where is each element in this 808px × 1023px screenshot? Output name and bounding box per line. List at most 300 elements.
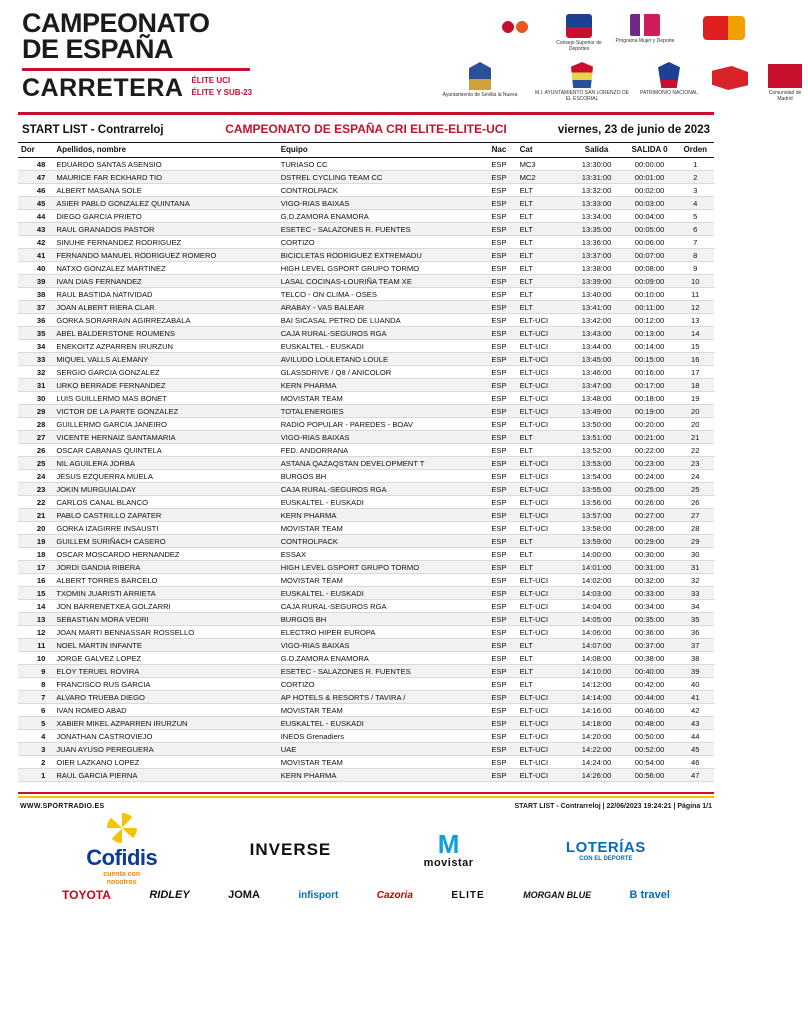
cell-name: ENEKOITZ AZPARREN IRURZUN (53, 340, 277, 353)
cell-salida: 13:38:00 (571, 262, 623, 275)
cell-salida0: 00:50:00 (623, 730, 677, 743)
cell-cat: ELT-UCI (517, 717, 571, 730)
cell-nac: ESP (481, 418, 516, 431)
cell-name: PABLO CASTRILLO ZAPATER (53, 509, 277, 522)
cell-orden: 35 (677, 613, 714, 626)
table-row (18, 704, 714, 717)
cell-salida: 14:22:00 (571, 743, 623, 756)
cell-orden: 3 (677, 184, 714, 197)
cell-salida0: 00:19:00 (623, 405, 677, 418)
column-header-name: Apellidos, nombre (53, 143, 277, 158)
cell-salida0: 00:56:00 (623, 769, 677, 782)
startlist-table (18, 142, 714, 782)
cell-salida0: 00:52:00 (623, 743, 677, 756)
document-titlebar (0, 115, 732, 142)
cell-team: BICICLETAS RODRIGUEZ EXTREMADU (278, 249, 482, 262)
loterias-logo (566, 839, 646, 862)
patrimonio-shield-icon (658, 62, 680, 88)
cell-cat: ELT-UCI (517, 509, 571, 522)
cell-name: JOAN ALBERT RIERA CLAR (53, 301, 277, 314)
cell-salida: 14:10:00 (571, 665, 623, 678)
cell-name: GORKA IZAGIRRE INSAUSTI (53, 522, 277, 535)
cell-salida: 13:52:00 (571, 444, 623, 457)
cell-dor: 5 (18, 717, 53, 730)
cell-nac: ESP (481, 171, 516, 184)
cell-nac: ESP (481, 756, 516, 769)
cell-cat: ELT-UCI (517, 314, 571, 327)
cell-cat: ELT-UCI (517, 418, 571, 431)
sevilla-shield-icon (469, 62, 491, 90)
cell-cat: ELT (517, 652, 571, 665)
cell-cat: MC3 (517, 158, 571, 171)
cell-dor: 29 (18, 405, 53, 418)
table-row (18, 717, 714, 730)
cell-cat: ELT-UCI (517, 704, 571, 717)
cell-dor: 40 (18, 262, 53, 275)
sponsor-infisport-logo: infisport (298, 889, 339, 901)
cell-cat: ELT-UCI (517, 522, 571, 535)
cell-salida0: 00:46:00 (623, 704, 677, 717)
cell-nac: ESP (481, 548, 516, 561)
cell-dor: 11 (18, 639, 53, 652)
table-row (18, 379, 714, 392)
cell-salida0: 00:27:00 (623, 509, 677, 522)
event-date: viernes, 23 de junio de 2023 (557, 124, 710, 136)
cell-cat: MC2 (517, 171, 571, 184)
csd-icon (566, 14, 592, 38)
cell-dor: 20 (18, 522, 53, 535)
cell-salida: 14:07:00 (571, 639, 623, 652)
cell-name: OIER LAZKANO LOPEZ (53, 756, 277, 769)
table-row (18, 418, 714, 431)
cell-nac: ESP (481, 470, 516, 483)
cell-team: AP HOTELS & RESORTS / TAVIRA / (278, 691, 482, 704)
cell-salida: 13:43:00 (571, 327, 623, 340)
cell-orden: 28 (677, 522, 714, 535)
sponsor-btravel-logo: B travel (629, 889, 670, 901)
cell-orden: 29 (677, 535, 714, 548)
cell-cat: ELT-UCI (517, 457, 571, 470)
cell-orden: 20 (677, 418, 714, 431)
cell-salida: 13:58:00 (571, 522, 623, 535)
cell-nac: ESP (481, 223, 516, 236)
cell-team: BURGOS BH (278, 470, 482, 483)
cell-name: LUIS GUILLERMO MAS BONET (53, 392, 277, 405)
cell-team: G.D.ZAMORA ENAMORA (278, 652, 482, 665)
cell-dor: 19 (18, 535, 53, 548)
cell-salida: 13:55:00 (571, 483, 623, 496)
cell-name: URKO BERRADE FERNANDEZ (53, 379, 277, 392)
cell-orden: 2 (677, 171, 714, 184)
cell-dor: 28 (18, 418, 53, 431)
cell-team: VIGO-RIAS BAIXAS (278, 639, 482, 652)
cell-dor: 16 (18, 574, 53, 587)
cell-name: SINUHE FERNANDEZ RODRIGUEZ (53, 236, 277, 249)
column-header-nac: Nac (481, 143, 516, 158)
cell-name: ABEL BALDERSTONE ROUMENS (53, 327, 277, 340)
cell-nac: ESP (481, 639, 516, 652)
cell-name: IVAN ROMEO ABAD (53, 704, 277, 717)
cell-name: JOKIN MURGUIALDAY (53, 483, 277, 496)
table-row (18, 340, 714, 353)
cell-salida0: 00:48:00 (623, 717, 677, 730)
cell-name: JESUS EZQUERRA MUELA (53, 470, 277, 483)
cell-name: GUILLEM SURIÑACH CASERO (53, 535, 277, 548)
cell-nac: ESP (481, 522, 516, 535)
cell-salida0: 00:04:00 (623, 210, 677, 223)
cell-orden: 12 (677, 301, 714, 314)
cell-nac: ESP (481, 600, 516, 613)
cell-salida0: 00:12:00 (623, 314, 677, 327)
cell-salida0: 00:06:00 (623, 236, 677, 249)
cell-orden: 6 (677, 223, 714, 236)
cell-salida0: 00:23:00 (623, 457, 677, 470)
cell-orden: 27 (677, 509, 714, 522)
title-line-3: CARRETERA (22, 74, 184, 102)
table-row (18, 470, 714, 483)
cell-team: VIGO-RIAS BAIXAS (278, 431, 482, 444)
consejo-superior-deportes-logo (554, 14, 604, 52)
table-row (18, 184, 714, 197)
cell-name: RAUL BASTIDA NATIVIDAD (53, 288, 277, 301)
cell-salida: 13:42:00 (571, 314, 623, 327)
cell-cat: ELT-UCI (517, 574, 571, 587)
cell-dor: 17 (18, 561, 53, 574)
cell-team: AVILUDO LOULETANO LOULE (278, 353, 482, 366)
cell-cat: ELT-UCI (517, 379, 571, 392)
table-row (18, 496, 714, 509)
cell-salida: 13:36:00 (571, 236, 623, 249)
cell-team: UAE (278, 743, 482, 756)
cell-orden: 15 (677, 340, 714, 353)
cell-dor: 27 (18, 431, 53, 444)
cell-cat: ELT-UCI (517, 353, 571, 366)
cell-dor: 45 (18, 197, 53, 210)
cofidis-tagline-1: cuenta con (103, 871, 141, 878)
cell-cat: ELT (517, 301, 571, 314)
cell-orden: 4 (677, 197, 714, 210)
cell-team: KERN PHARMA (278, 769, 482, 782)
table-row (18, 366, 714, 379)
table-row (18, 197, 714, 210)
cell-salida0: 00:54:00 (623, 756, 677, 769)
cell-salida0: 00:15:00 (623, 353, 677, 366)
movistar-m-icon: M (437, 829, 460, 859)
cell-team: DSTREL CYCLING TEAM CC (278, 171, 482, 184)
cell-salida0: 00:36:00 (623, 626, 677, 639)
cell-nac: ESP (481, 704, 516, 717)
movistar-logo (424, 831, 474, 869)
cell-orden: 17 (677, 366, 714, 379)
cell-salida: 13:45:00 (571, 353, 623, 366)
cell-nac: ESP (481, 340, 516, 353)
cell-name: JORDI GANDIA RIBERA (53, 561, 277, 574)
footer-website[interactable]: WWW.SPORTRADIO.ES (20, 803, 105, 810)
cell-orden: 5 (677, 210, 714, 223)
cell-salida0: 00:31:00 (623, 561, 677, 574)
cell-nac: ESP (481, 457, 516, 470)
column-header-orden: Orden (677, 143, 714, 158)
cell-orden: 30 (677, 548, 714, 561)
cell-nac: ESP (481, 678, 516, 691)
cell-salida0: 00:01:00 (623, 171, 677, 184)
escorial-caption: M.I. AYUNTAMIENTO SAN LORENZO DE EL ESCORIAL (535, 90, 629, 102)
column-header-salida: Salida (571, 143, 623, 158)
mujer-deporte-icon (630, 14, 660, 36)
document-header (0, 0, 802, 112)
cell-nac: ESP (481, 652, 516, 665)
cell-name: ALBERT TORRES BARCELO (53, 574, 277, 587)
table-row (18, 639, 714, 652)
cell-salida: 14:08:00 (571, 652, 623, 665)
cell-salida0: 00:20:00 (623, 418, 677, 431)
footer-generated-info: START LIST - Contrarreloj | 22/06/2023 19:24:21 | Página 1/1 (514, 803, 712, 810)
cell-cat: ELT-UCI (517, 600, 571, 613)
cell-salida: 13:50:00 (571, 418, 623, 431)
footer-line-red (18, 792, 714, 794)
cell-cat: ELT (517, 184, 571, 197)
cell-nac: ESP (481, 197, 516, 210)
sponsor-elite-logo: ELITE (451, 889, 485, 901)
patrimonio-caption: PATRIMONIO NACIONAL (640, 90, 698, 96)
loterias-tagline: CON EL DEPORTE (579, 855, 633, 862)
cell-cat: ELT (517, 262, 571, 275)
table-row (18, 236, 714, 249)
cell-nac: ESP (481, 496, 516, 509)
cell-nac: ESP (481, 405, 516, 418)
cell-salida: 13:30:00 (571, 158, 623, 171)
cell-name: ALVARO TRUEBA DIEGO (53, 691, 277, 704)
table-row (18, 678, 714, 691)
cell-salida0: 00:22:00 (623, 444, 677, 457)
rfec-icon (498, 16, 532, 38)
rfec-ciclismo-logo (694, 16, 754, 42)
cell-salida: 14:01:00 (571, 561, 623, 574)
cell-nac: ESP (481, 262, 516, 275)
cell-salida: 14:18:00 (571, 717, 623, 730)
cell-cat: ELT-UCI (517, 340, 571, 353)
cell-name: JORGE GALVEZ LOPEZ (53, 652, 277, 665)
cell-orden: 14 (677, 327, 714, 340)
cell-name: OSCAR MOSCARDO HERNANDEZ (53, 548, 277, 561)
cell-salida: 13:35:00 (571, 223, 623, 236)
cell-orden: 1 (677, 158, 714, 171)
cell-salida: 13:39:00 (571, 275, 623, 288)
cell-salida: 14:03:00 (571, 587, 623, 600)
cell-nac: ESP (481, 561, 516, 574)
cell-dor: 31 (18, 379, 53, 392)
cell-name: JONATHAN CASTROVIEJO (53, 730, 277, 743)
table-row (18, 509, 714, 522)
cell-cat: ELT (517, 678, 571, 691)
cell-dor: 24 (18, 470, 53, 483)
cell-cat: ELT-UCI (517, 587, 571, 600)
cell-name: SERGIO GARCIA GONZALEZ (53, 366, 277, 379)
cell-team: ASTANA QAZAQSTAN DEVELOPMENT T (278, 457, 482, 470)
table-row (18, 405, 714, 418)
cell-name: XABIER MIKEL AZPARREN IRURZUN (53, 717, 277, 730)
cell-dor: 37 (18, 301, 53, 314)
cell-dor: 41 (18, 249, 53, 262)
cell-salida0: 00:26:00 (623, 496, 677, 509)
cell-dor: 38 (18, 288, 53, 301)
cell-salida0: 00:09:00 (623, 275, 677, 288)
cell-team: INEOS Grenadiers (278, 730, 482, 743)
cell-cat: ELT-UCI (517, 730, 571, 743)
cell-cat: ELT (517, 535, 571, 548)
cell-dor: 18 (18, 548, 53, 561)
cell-salida: 14:04:00 (571, 600, 623, 613)
cell-team: CAJA RURAL-SEGUROS RGA (278, 327, 482, 340)
cell-salida0: 00:30:00 (623, 548, 677, 561)
comunidad-de-madrid-logo (762, 64, 808, 102)
cell-nac: ESP (481, 353, 516, 366)
cell-dor: 39 (18, 275, 53, 288)
table-header (18, 143, 714, 158)
ciclismo-icon (703, 16, 745, 40)
cell-salida: 13:51:00 (571, 431, 623, 444)
cell-team: GLASSDRIVE / Q8 / ANICOLOR (278, 366, 482, 379)
madrid-caption: Comunidad de Madrid (768, 90, 802, 102)
cell-salida0: 00:29:00 (623, 535, 677, 548)
cell-nac: ESP (481, 743, 516, 756)
cell-team: MOVISTAR TEAM (278, 704, 482, 717)
cell-salida: 13:40:00 (571, 288, 623, 301)
table-row (18, 327, 714, 340)
cell-salida0: 00:18:00 (623, 392, 677, 405)
cell-nac: ESP (481, 483, 516, 496)
cell-dor: 30 (18, 392, 53, 405)
cell-name: TXOMIN JUARISTI ARRIETA (53, 587, 277, 600)
cell-dor: 2 (18, 756, 53, 769)
patrimonio-nacional-logo (640, 62, 698, 96)
title-divider (22, 68, 250, 71)
cell-dor: 12 (18, 626, 53, 639)
loterias-wordmark: LOTERÍAS (565, 838, 646, 856)
cell-orden: 46 (677, 756, 714, 769)
table-row (18, 314, 714, 327)
cell-cat: ELT-UCI (517, 769, 571, 782)
cell-salida: 14:24:00 (571, 756, 623, 769)
madrid-icon (768, 64, 802, 88)
cell-cat: ELT (517, 197, 571, 210)
cell-cat: ELT-UCI (517, 496, 571, 509)
cell-team: EUSKALTEL - EUSKADI (278, 717, 482, 730)
cell-name: OSCAR CABANAS QUINTELA (53, 444, 277, 457)
cell-nac: ESP (481, 574, 516, 587)
cell-nac: ESP (481, 327, 516, 340)
cell-team: MOVISTAR TEAM (278, 574, 482, 587)
cell-dor: 13 (18, 613, 53, 626)
cell-salida0: 00:00:00 (623, 158, 677, 171)
uci-icon (712, 66, 748, 90)
sponsor-joma-logo: JOMA (228, 889, 260, 901)
cell-salida: 14:26:00 (571, 769, 623, 782)
table-row (18, 171, 714, 184)
cell-nac: ESP (481, 288, 516, 301)
cell-orden: 24 (677, 470, 714, 483)
cell-team: MOVISTAR TEAM (278, 392, 482, 405)
table-row (18, 301, 714, 314)
footer-sponsors-primary (0, 810, 732, 886)
cell-team: KERN PHARMA (278, 509, 482, 522)
cell-name: GUILLERMO GARCIA JANEIRO (53, 418, 277, 431)
cell-salida0: 00:34:00 (623, 600, 677, 613)
cell-salida: 13:57:00 (571, 509, 623, 522)
table-row (18, 730, 714, 743)
cell-team: MOVISTAR TEAM (278, 756, 482, 769)
table-row (18, 626, 714, 639)
cofidis-logo (86, 813, 157, 887)
cell-team: FED. ANDORRANA (278, 444, 482, 457)
cell-salida: 13:34:00 (571, 210, 623, 223)
cell-nac: ESP (481, 444, 516, 457)
cell-orden: 38 (677, 652, 714, 665)
cell-salida0: 00:10:00 (623, 288, 677, 301)
title-line-1: CAMPEONATO (22, 8, 210, 38)
cell-cat: ELT (517, 275, 571, 288)
cell-salida: 13:47:00 (571, 379, 623, 392)
cell-salida0: 00:33:00 (623, 587, 677, 600)
table-row (18, 574, 714, 587)
cell-salida: 14:16:00 (571, 704, 623, 717)
cell-dor: 10 (18, 652, 53, 665)
cell-orden: 44 (677, 730, 714, 743)
cell-dor: 1 (18, 769, 53, 782)
startlist-table-wrap (0, 142, 732, 782)
cell-nac: ESP (481, 236, 516, 249)
cell-nac: ESP (481, 314, 516, 327)
cell-nac: ESP (481, 691, 516, 704)
cell-dor: 4 (18, 730, 53, 743)
cell-team: CORTIZO (278, 678, 482, 691)
cell-orden: 37 (677, 639, 714, 652)
cell-team: ESETEC - SALAZONES R. FUENTES (278, 223, 482, 236)
cell-dor: 8 (18, 678, 53, 691)
table-row (18, 223, 714, 236)
cell-orden: 33 (677, 587, 714, 600)
cell-salida0: 00:02:00 (623, 184, 677, 197)
cell-salida: 13:41:00 (571, 301, 623, 314)
cell-salida: 13:48:00 (571, 392, 623, 405)
event-name: CAMPEONATO DE ESPAÑA CRI ELITE-ELITE-UCI (225, 122, 507, 136)
title-line-2: DE ESPAÑA (22, 34, 174, 64)
table-row (18, 457, 714, 470)
cell-salida: 14:12:00 (571, 678, 623, 691)
cell-dor: 6 (18, 704, 53, 717)
cell-name: NOEL MARTIN INFANTE (53, 639, 277, 652)
table-row (18, 535, 714, 548)
sevilla-caption: Ayuntamiento de Sevilla la Nueva (442, 92, 518, 98)
cell-name: NATXO GONZALEZ MARTINEZ (53, 262, 277, 275)
cell-cat: ELT (517, 431, 571, 444)
cell-dor: 25 (18, 457, 53, 470)
cell-salida: 13:56:00 (571, 496, 623, 509)
cell-salida0: 00:37:00 (623, 639, 677, 652)
table-row (18, 587, 714, 600)
cell-cat: ELT (517, 548, 571, 561)
cell-cat: ELT-UCI (517, 366, 571, 379)
cell-dor: 22 (18, 496, 53, 509)
cell-salida0: 00:21:00 (623, 431, 677, 444)
cell-team: BAI SICASAL PETRO DE LUANDA (278, 314, 482, 327)
table-row (18, 652, 714, 665)
ayuntamiento-sevilla-la-nueva-logo (440, 62, 520, 98)
cell-salida0: 00:38:00 (623, 652, 677, 665)
cell-team: KERN PHARMA (278, 379, 482, 392)
cell-orden: 41 (677, 691, 714, 704)
cell-orden: 39 (677, 665, 714, 678)
